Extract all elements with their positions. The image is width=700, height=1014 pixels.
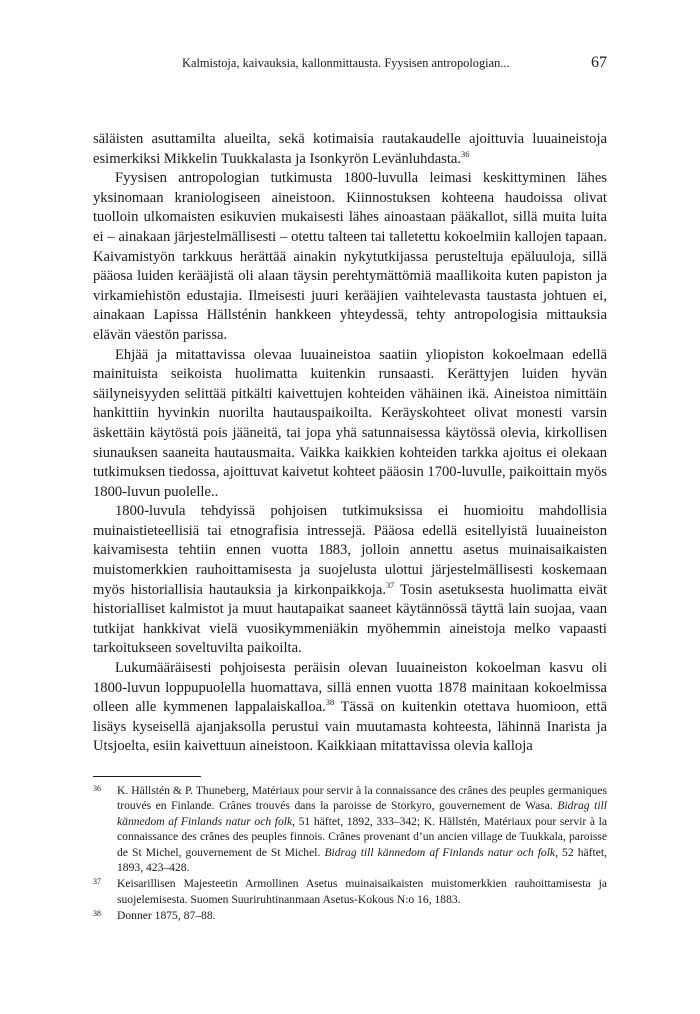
footnote-text	[117, 784, 607, 874]
paragraph-4-text: 1800-luvula tehdyissä pohjoisen tutkimuksissa ei huomioitu mahdollisia muinaistieteellisiä tai etnografisia intressejä. Pääosa edellä esitellyistä luuaineiston kaivamisesta tehtiin ennen vuotta 1883, jolloin annettu asetus muinaisaikaisten muistomerkkien rauhoittamisesta ja suojelusta ulottui järjestelmällisesti koskemaan myös historiallisia hautauksia ja kirkonpaikkoja.	[93, 503, 607, 598]
footnote-journal-title: Bidrag till kännedom af Finlands natur och folk	[324, 845, 556, 859]
paragraph-1-text: säläisten asuttamilta alueilta, sekä kotimaisia rautakaudelle ajoittuvia luuaineistoja esimerkiksi Mikkelin Tuukkalasta ja Isonkyrön Levänluhdasta.	[93, 131, 607, 167]
running-head	[93, 56, 607, 76]
footnote-number: 38	[93, 909, 101, 919]
footnote-text-part: , 52 häftet, 1893, 423–428.	[117, 845, 607, 875]
footnote-text-part: K. Hällstén & P. Thuneberg, Matériaux pour servir à la connaissance des crânes des peuples germaniques trouvés en Finlande. Crânes trouvés dans la paroisse de Storkyro, gouvernement de Wasa.	[117, 784, 607, 813]
footnote-journal-title: Bidrag till kännedom af Finlands natur och folk	[117, 799, 607, 828]
footnote-ref-38[interactable]: 38	[325, 698, 335, 708]
footnotes	[93, 783, 607, 925]
footnote-ref-36[interactable]: 36	[461, 149, 470, 159]
paragraph-5-text: Lukumääräisesti pohjoisesta peräisin olevan luuaineiston kokoelman kasvu oli 1800-luvun loppupuolella huomattava, sillä ennen vuotta 1878 mainitaan kokoelmissa olleen alle kymmenen lappalaiskalloa.	[93, 660, 607, 716]
paragraph-3	[93, 346, 607, 503]
footnote-38	[93, 908, 607, 923]
paragraph-2-text: Fyysisen antropologian tutkimusta 1800-luvulla leimasi keskittyminen lähes yksinomaan kraniologiseen aineistoon. Kiinnostuksen kohteena haudoissa olivat tuolloin ulkomaisten esikuvien mukaisesti lähes ainoastaan pääkallot, sillä muita luita ei – ainakaan järjestelmällisesti – otettu talteen tai talletettu kokoelmiin kallojen tapaan. Kaivamistyön tarkkuus herättää ainakin nykytutkijassa perusteltuja epäluuloja, sillä pääosa luiden kerääjistä oli alaan täysin perehtymättömiä maallikoita kuten papiston ja virkamiehistön edustajia. Ilmeisesti juuri kerääjien vaihtelevasta taustasta johtuen ei, ainakaan Lapissa Hällsténin hankkeen yhteydessä, tehty antropologisia mittauksia elävän väestön parissa.	[93, 170, 607, 343]
paragraph-5	[93, 659, 607, 757]
footnote-text-part: , 51 häftet, 1892, 333–342; K. Hällstén, Matériaux pour servir à la connaissance des crânes des peuples finnois. Crânes provenant d’un ancien village de Tuukkala, paroisse de St Michel, gouvernement de St Michel.	[117, 814, 607, 859]
running-head-title: Kalmistoja, kaivauksia, kallonmittausta. Fyysisen antropologian...	[182, 56, 510, 70]
footnote-number: 37	[93, 877, 101, 887]
paragraph-4	[93, 502, 607, 659]
body-text	[93, 130, 607, 757]
footnote-ref-37[interactable]: 37	[385, 580, 395, 590]
footnote-text: Donner 1875, 87–88.	[117, 909, 216, 923]
paragraph-1	[93, 130, 607, 169]
footnote-36	[93, 783, 607, 875]
paragraph-3-text: Ehjää ja mitattavissa olevaa luuaineistoa saatiin yliopiston kokoelmaan edellä mainituista seikoista huolimatta kuitenkin runsaasti. Kerättyjen luiden hyvän säilyneisyyden selittää pitkälti kaivettujen kohteiden vähäinen ikä. Aineistoa nimittäin hankittiin hyvinkin nuorilta hautauspaikoilta. Keräyskohteet olivat monesti varsin äskettäin käytöstä pois jääneitä, tai jopa yhä satunnaisessa käytössä olevia, kirkollisen siunauksen saaneita hautausmaita. Vaikka kaikkien kohteiden tarkka ajoitus ei olekaan tutkimuksen tiedossa, ajoittuvat kaivetut kohteet pääosin 1700-luvulle, paikoittain myös 1800-luvun puolelle..	[93, 346, 607, 500]
page-number: 67	[591, 54, 607, 71]
footnote-37	[93, 876, 607, 907]
paragraph-4-text-cont: Tosin asetuksesta huolimatta eivät historialliset kalmistot ja muut hautapaikat saaneet käytännössä täyttä lain suojaa, vaan tutkijat hankkivat vielä vuosikymmeniäkin myöhemmin aineistoja melko vapaasti tarkoitukseen soveltuvilta paikoilta.	[93, 581, 608, 657]
footnote-text: Keisarillisen Majesteetin Armollinen Asetus muinaisaikaisten muistomerkkien rauhoittamisesta ja suojelemisesta. Suomen Suuriruhtinanmaan Asetus-Kokous N:o 16, 1883.	[117, 877, 607, 906]
paragraph-2	[93, 169, 607, 345]
paragraph-5-text-cont: Tässä on kuitenkin otettava huomioon, että lisäys kyseisellä ajanjaksolla perustui vain muutamasta kohteesta, lähinnä Inarista ja Utsjoelta, esiin kaivettuun aineistoon. Kaikkiaan mitattavissa olevia kalloja	[93, 699, 607, 755]
footnote-divider	[93, 776, 201, 777]
footnote-number: 36	[93, 784, 101, 793]
